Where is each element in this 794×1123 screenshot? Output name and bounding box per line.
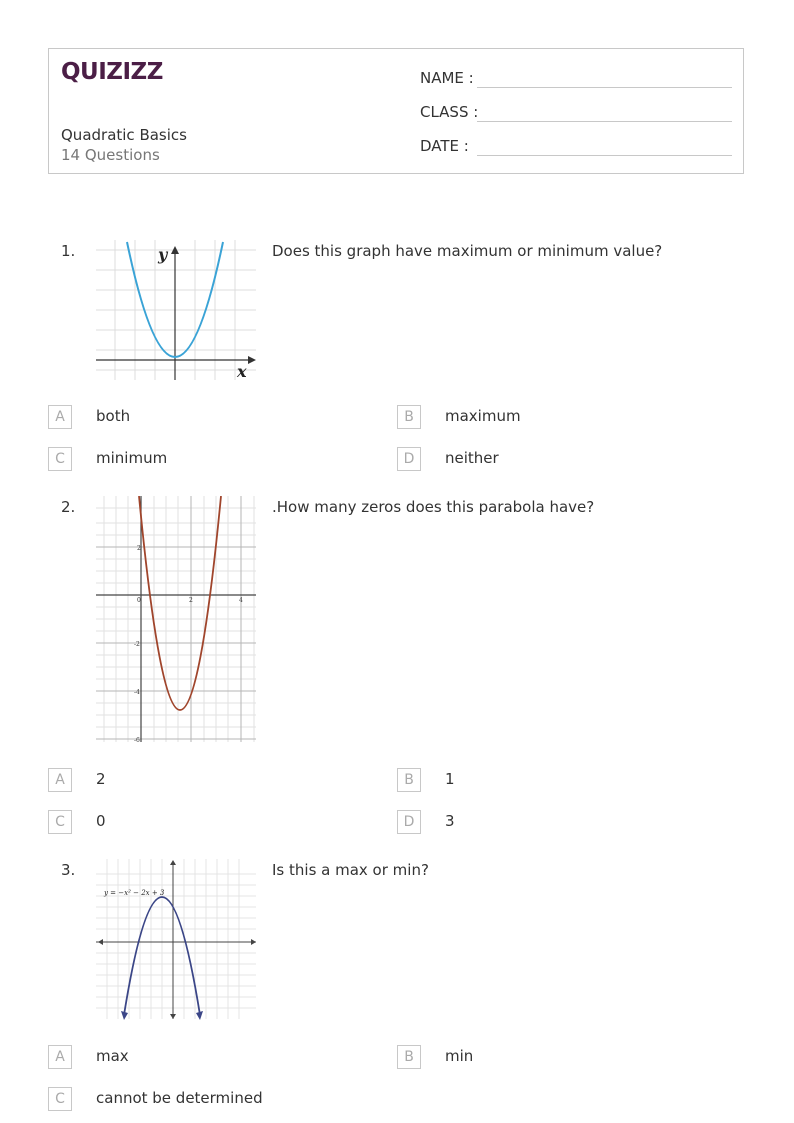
option-text: both — [96, 407, 131, 425]
option-letter: A — [48, 768, 72, 792]
question-text: Is this a max or min? — [272, 861, 429, 879]
tick-label: -4 — [134, 689, 140, 696]
date-label: DATE : — [420, 137, 469, 155]
tick-label: 0 — [137, 597, 141, 604]
name-label: NAME : — [420, 69, 474, 87]
question-1-graph — [96, 240, 258, 382]
option-letter: C — [48, 1087, 72, 1111]
option-text: 3 — [445, 812, 455, 830]
option-text: max — [96, 1047, 129, 1065]
class-line — [477, 121, 732, 122]
question-text: Does this graph have maximum or minimum value? — [272, 242, 663, 260]
tick-label: -2 — [134, 641, 140, 648]
tick-label: 2 — [189, 597, 193, 604]
option-letter: C — [48, 447, 72, 471]
name-line — [477, 87, 732, 88]
option-text: neither — [445, 449, 499, 467]
option-letter: C — [48, 810, 72, 834]
question-2-graph — [96, 496, 258, 744]
worksheet-header — [48, 48, 744, 174]
option-letter: B — [397, 405, 421, 429]
equation-label: y = −x² − 2x + 3 — [104, 889, 165, 897]
question-number: 1. — [61, 242, 76, 260]
option-letter: B — [397, 768, 421, 792]
quizizz-logo: QUIZIZZ — [61, 59, 163, 85]
question-text: .How many zeros does this parabola have? — [272, 498, 595, 516]
option-text: cannot be determined — [96, 1089, 263, 1107]
x-axis-label: x — [237, 362, 247, 381]
question-count: 14 Questions — [61, 146, 160, 164]
tick-label: 4 — [239, 597, 243, 604]
tick-label: -6 — [134, 737, 140, 744]
date-line — [477, 155, 732, 156]
option-text: min — [445, 1047, 474, 1065]
y-axis-label: y — [158, 245, 168, 264]
question-number: 3. — [61, 861, 76, 879]
option-text: 2 — [96, 770, 106, 788]
option-text: 1 — [445, 770, 455, 788]
question-number: 2. — [61, 498, 76, 516]
option-letter: A — [48, 405, 72, 429]
worksheet-title: Quadratic Basics — [61, 126, 187, 144]
option-letter: D — [397, 810, 421, 834]
tick-label: 2 — [137, 545, 141, 552]
option-text: minimum — [96, 449, 168, 467]
question-3-graph — [96, 859, 258, 1021]
option-text: maximum — [445, 407, 521, 425]
class-label: CLASS : — [420, 103, 479, 121]
option-letter: B — [397, 1045, 421, 1069]
option-text: 0 — [96, 812, 106, 830]
option-letter: D — [397, 447, 421, 471]
option-letter: A — [48, 1045, 72, 1069]
